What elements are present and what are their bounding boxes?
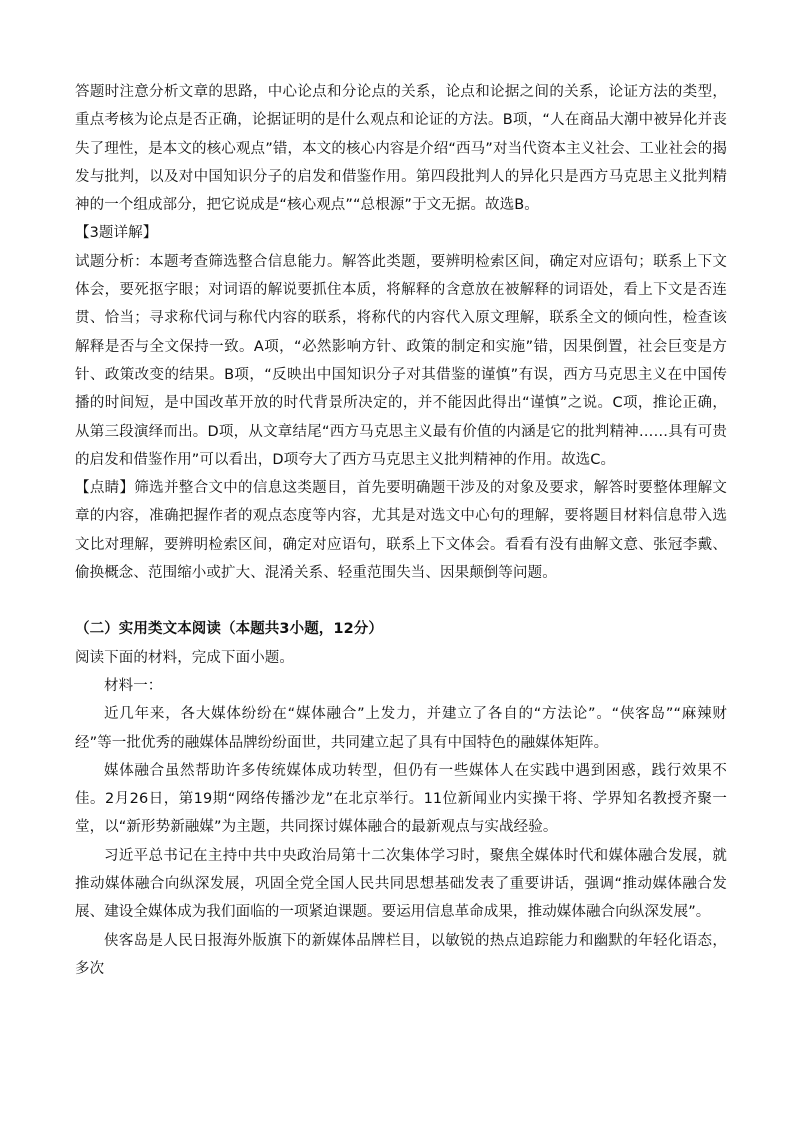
paragraph-material-2: 媒体融合虽然帮助许多传统媒体成功转型，但仍有一些媒体人在实践中遇到困惑，践行效果不佳。2月26日，第19期“网络传播沙龙”在北京举行。11位新闻业内实操干将、学界知名教授齐聚一堂，以“新形势新融媒”为主题，共同探讨媒体融合的最新观点与实战经验。 <box>75 762 727 836</box>
instruction-line: 阅读下面的材料，完成下面小题。 <box>75 649 294 666</box>
paragraph-analysis-continued: 答题时注意分析文章的思路，中心论点和分论点的关系，论点和论据之间的关系，论证方法的类型，重点考核为论点是否正确，论据证明的是什么观点和论证的方法。B项，“人在商品大潮中被异化并丧失了理性，是本文的核心观点”错，本文的核心内容是介绍“西马”对当代资本主义社会、工业社会的揭发与批判，以及对中国知识分子的启发和借鉴作用。第四段批判人的异化只是西方马克思主义批判精神的一个组成部分，把它说成是“核心观点”“总根源”于文无据。故选B。 <box>75 84 727 214</box>
paragraph-material-3: 习近平总书记在主持中共中央政治局第十二次集体学习时，聚焦全媒体时代和媒体融合发展，就推动媒体融合向纵深发展，巩固全党全国人民共同思想基础发表了重要讲话，强调“推动媒体融合发展、建设全媒体成为我们面临的一项紧迫课题。要运用信息革命成果，推动媒体融合向纵深发展”。 <box>75 847 727 921</box>
section-heading-q3-detail: 【3题详解】 <box>75 225 158 242</box>
paragraph-material-1: 近几年来，各大媒体纷纷在“媒体融合”上发力，并建立了各自的“方法论”。“侠客岛”“麻辣财经”等一批优秀的融媒体品牌纷纷面世，共同建立起了具有中国特色的融媒体矩阵。 <box>75 706 727 751</box>
paragraph-material-4: 侠客岛是人民日报海外版旗下的新媒体品牌栏目，以敏锐的热点追踪能力和幽默的年轻化语态，多次 <box>75 932 727 977</box>
paragraph-key-point: 【点睛】筛选并整合文中的信息这类题目，首先要明确题干涉及的对象及要求，解答时要整体理解文章的内容，准确把握作者的观点态度等内容，尤其是对选文中心句的理解，要将题目材料信息带入选文比对理解，要辨明检索区间，确定对应语句，联系上下文体会。看看有没有曲解文意、张冠李戴、偷换概念、范围缩小或扩大、混淆关系、轻重范围失当、因果颠倒等问题。 <box>75 480 727 582</box>
section-heading-practical-reading: （二）实用类文本阅读（本题共3小题，12分） <box>75 621 383 638</box>
material-one-label: 材料一： <box>104 677 163 694</box>
paragraph-q3-analysis: 试题分析：本题考查筛选整合信息能力。解答此类题，要辨明检索区间，确定对应语句；联系上下文体会，要死抠字眼；对词语的解说要抓住本质，将解释的含意放在被解释的词语处，看上下文是否连贯、恰当；寻求称代词与称代内容的联系，将称代的内容代入原文理解，联系全文的倾向性，检查该解释是否与全文保持一致。A项，“必然影响方针、政策的制定和实施”错，因果倒置，社会巨变是方针、政策改变的结果。B项，“反映出中国知识分子对其借鉴的谨慎”有误，西方马克思主义在中国传播的时间短，是中国改革开放的时代背景所决定的，并不能因此得出“谨慎”之说。C项，推论正确，从第三段演绎而出。D项，从文章结尾“西方马克思主义最有价值的内涵是它的批判精神……具有可贵的启发和借鉴作用”可以看出，D项夸大了西方马克思主义批判精神的作用。故选C。 <box>75 253 727 468</box>
spacer <box>75 587 727 615</box>
document-page <box>75 78 727 983</box>
